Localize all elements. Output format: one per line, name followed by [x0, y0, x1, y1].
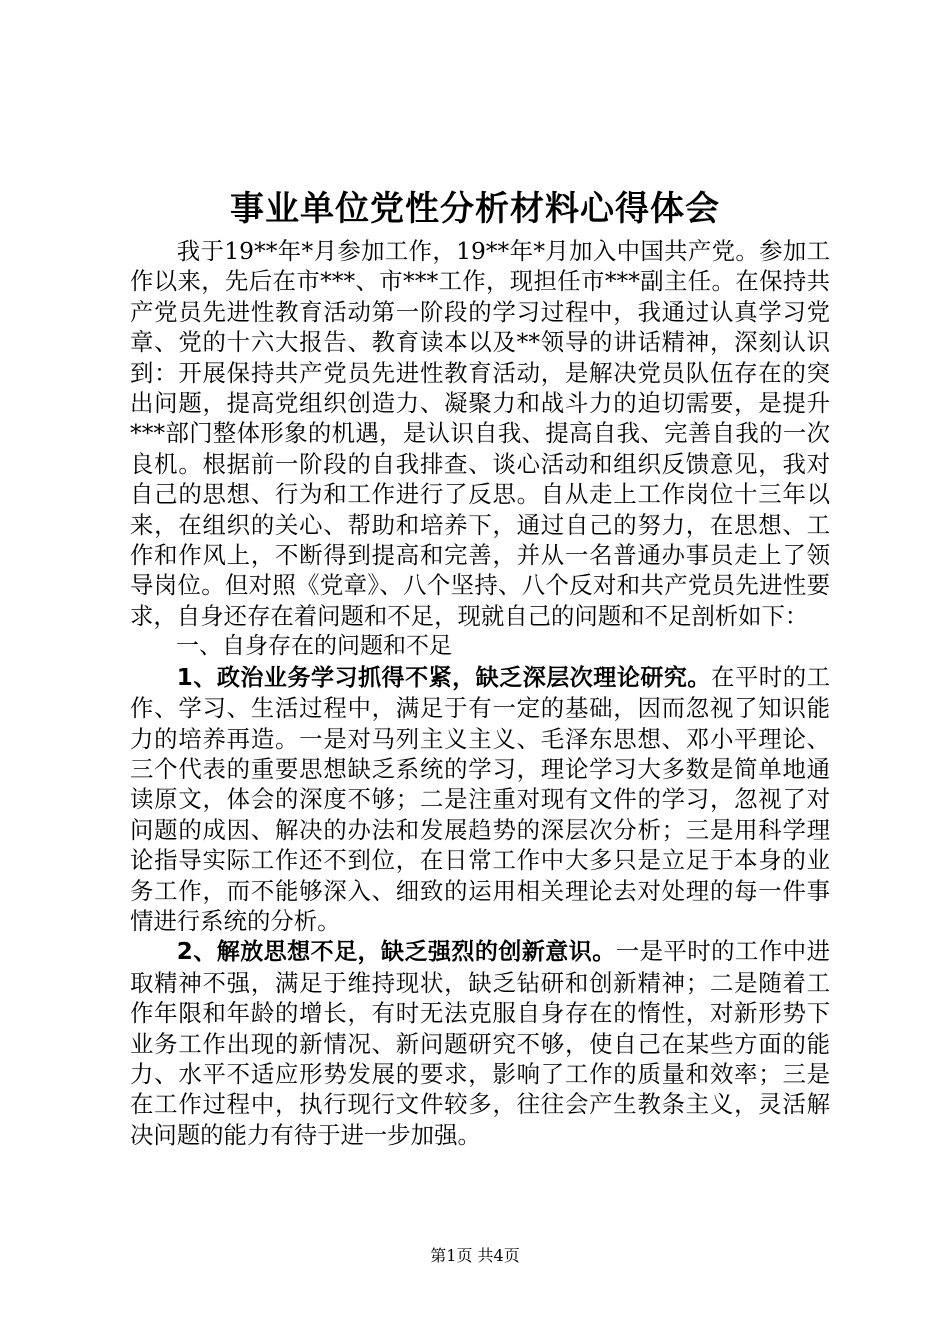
document-title: 事业单位党性分析材料心得体会: [230, 189, 720, 229]
document-body: [130, 236, 830, 1150]
item-1-text: 在平时的工作、学习、生活过程中，满足于有一定的基础，因而忽视了知识能力的培养再造。一是对马列主义主义、毛泽东思想、邓小平理论、三个代表的重要思想缺乏系统的学习，理论学习大多数是简单地通读原文，体会的深度不够；二是注重对现有文件的学习，忽视了对问题的成因、解决的办法和发展趋势的深层次分析；三是用科学理论指导实际工作还不到位，在日常工作中大多只是立足于本身的业务工作，而不能够深入、细致的运用相关理论去对处理的每一件事情进行系统的分析。: [130, 662, 830, 935]
item-2-text: 一是平时的工作中进取精神不强，满足于维持现状，缺乏钻研和创新精神；二是随着工作年限和年龄的增长，有时无法克服自身存在的惰性，对新形势下业务工作出现的新情况、新问题研究不够，使自己在某些方面的能力、水平不适应形势发展的要求，影响了工作的质量和效率；三是在工作过程中，执行现行文件较多，往往会产生教条主义，灵活解决问题的能力有待于进一步加强。: [130, 937, 830, 1149]
item-1-lead: 1、政治业务学习抓得不紧，缺乏深层次理论研究。: [176, 664, 711, 691]
page-footer: 第1页 共4页: [430, 1246, 520, 1265]
intro-paragraph: 我于19**年*月参加工作，19**年*月加入中国共产党。参加工作以来，先后在市***、市***工作，现担任市***副主任。在保持共产党员先进性教育活动第一阶段的学习过程中，我通过认真学习党章、党的十六大报告、教育读本以及**领导的讲话精神，深刻认识到：开展保持共产党员先进性教育活动，是解决党员队伍存在的突出问题，提高党组织创造力、凝聚力和战斗力的迫切需要，是提升***部门整体形象的机遇，是认识自我、提高自我、完善自我的一次良机。根据前一阶段的自我排查、谈心活动和组织反馈意见，我对自己的思想、行为和工作进行了反思。自从走上工作岗位十三年以来，在组织的关心、帮助和培养下，通过自己的努力，在思想、工作和作风上，不断得到提高和完善，并从一名普通办事员走上了领导岗位。但对照《党章》、八个坚持、八个反对和共产党员先进性要求，自身还存在着问题和不足，现就自己的问题和不足剖析如下：: [130, 237, 830, 630]
item-2-lead: 2、解放思想不足，缺乏强烈的创新意识。: [176, 939, 616, 966]
item-1-paragraph: [130, 662, 830, 937]
item-2-paragraph: [130, 936, 830, 1150]
section-heading: 一、自身存在的问题和不足: [176, 633, 452, 660]
